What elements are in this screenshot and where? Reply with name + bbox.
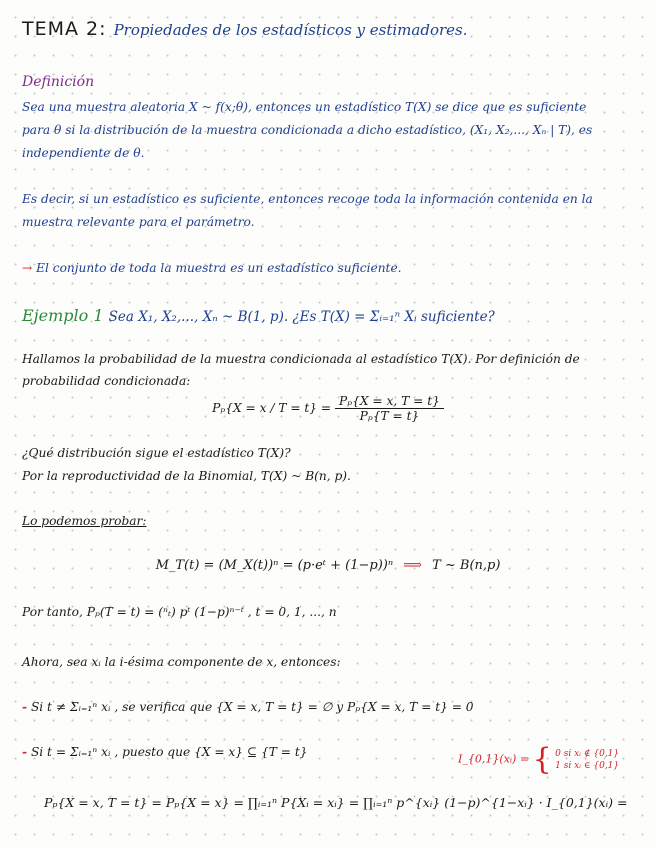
example-line-2: probabilidad condicionada:: [22, 374, 191, 388]
consequence: [22, 261, 640, 275]
example-line-1: Hallamos la probabilidad de la muestra condicionada al estadístico T(X). Por definición de: [22, 352, 580, 366]
example-heading: [22, 306, 640, 325]
paraphrase-line-2: muestra relevante para el parámetro.: [22, 215, 255, 229]
indicator-label: I_{0,1}(xᵢ) =: [458, 752, 530, 766]
final-equation: Pₚ{X = x, T = t} = Pₚ{X = x} = ∏ᵢ₌₁ⁿ P{Xᵢ = xᵢ} = ∏ᵢ₌₁ⁿ p^{xᵢ} (1−p)^{1−xᵢ} · I_{0,1}(xᵢ) =: [44, 795, 628, 810]
indicator-brace: {: [532, 742, 552, 777]
consequence-text: El conjunto de toda la muestra es un estadístico suficiente.: [36, 261, 402, 275]
definition-line-1: Sea una muestra aleatoria X ~ f(x;θ), entonces un estadístico T(X) se dice que es suficiente: [22, 100, 587, 114]
indicator-case-2: 1 si xᵢ ∈ {0,1}: [555, 760, 620, 771]
proof-label: Lo podemos probar:: [22, 514, 147, 528]
mgf-formula: M_T(t) = (M_X(t))ⁿ = (p·eᵗ + (1−p))ⁿ: [155, 558, 394, 573]
example-label: Ejemplo 1: [22, 306, 104, 325]
case-1-bullet: -: [22, 700, 28, 714]
eq-numerator: Pₚ{X = x, T = t}: [335, 394, 444, 409]
component-line: Ahora, sea xᵢ la i-ésima componente de x, entonces:: [22, 655, 341, 669]
title-subtitle: Propiedades de los estadísticos y estimadores.: [113, 21, 468, 39]
eq-lhs: Pₚ{X = x / T = t} =: [212, 401, 332, 415]
case-2-bullet: -: [22, 745, 28, 759]
paraphrase-line-1: Es decir, si un estadístico es suficiente, entonces recoge toda la información contenida en la: [22, 192, 593, 206]
indicator-cases: [555, 748, 619, 772]
definition-line-2: para θ si la distribución de la muestra condicionada a dicho estadístico, (X₁, X₂,..., Xₙ | T), es: [22, 123, 593, 137]
mgf-equation: [0, 558, 656, 573]
page-title: [22, 18, 640, 40]
title-main: TEMA 2:: [22, 18, 107, 40]
indicator-definition: [458, 742, 619, 777]
case-2-text: Si t = Σᵢ₌₁ⁿ xᵢ , puesto que {X = x} ⊆ {T = t}: [30, 745, 308, 759]
arrow-icon: →: [22, 261, 33, 275]
definition-heading: Definición: [22, 74, 95, 90]
reproductivity-line: Por la reproductividad de la Binomial, T(X) ~ B(n, p).: [22, 469, 351, 483]
eq-fraction: [335, 394, 444, 423]
case-1: [22, 700, 640, 714]
distribution-question: ¿Qué distribución sigue el estadístico T(X)?: [22, 446, 291, 460]
conditional-probability-equation: [0, 394, 656, 423]
pmf-line: Por tanto, Pₚ(T = t) = (ⁿₜ) pᵗ (1−p)ⁿ⁻ᵗ , t = 0, 1, ..., n: [22, 605, 337, 619]
case-2: [22, 745, 446, 759]
mgf-result: T ~ B(n,p): [432, 558, 501, 573]
definition-line-3: independiente de θ.: [22, 146, 145, 160]
indicator-case-1: 0 si xᵢ ∉ {0,1}: [555, 748, 620, 759]
eq-denominator: Pₚ{T = t}: [359, 409, 420, 423]
case-1-text: Si t ≠ Σᵢ₌₁ⁿ xᵢ , se verifica que {X = x, T = t} = ∅ y Pₚ{X = x, T = t} = 0: [30, 700, 474, 714]
example-statement: Sea X₁, X₂,..., Xₙ ~ B(1, p). ¿Es T(X) = Σᵢ₌₁ⁿ Xᵢ suficiente?: [108, 309, 495, 325]
implies-arrow-icon: ⟹: [403, 558, 422, 573]
